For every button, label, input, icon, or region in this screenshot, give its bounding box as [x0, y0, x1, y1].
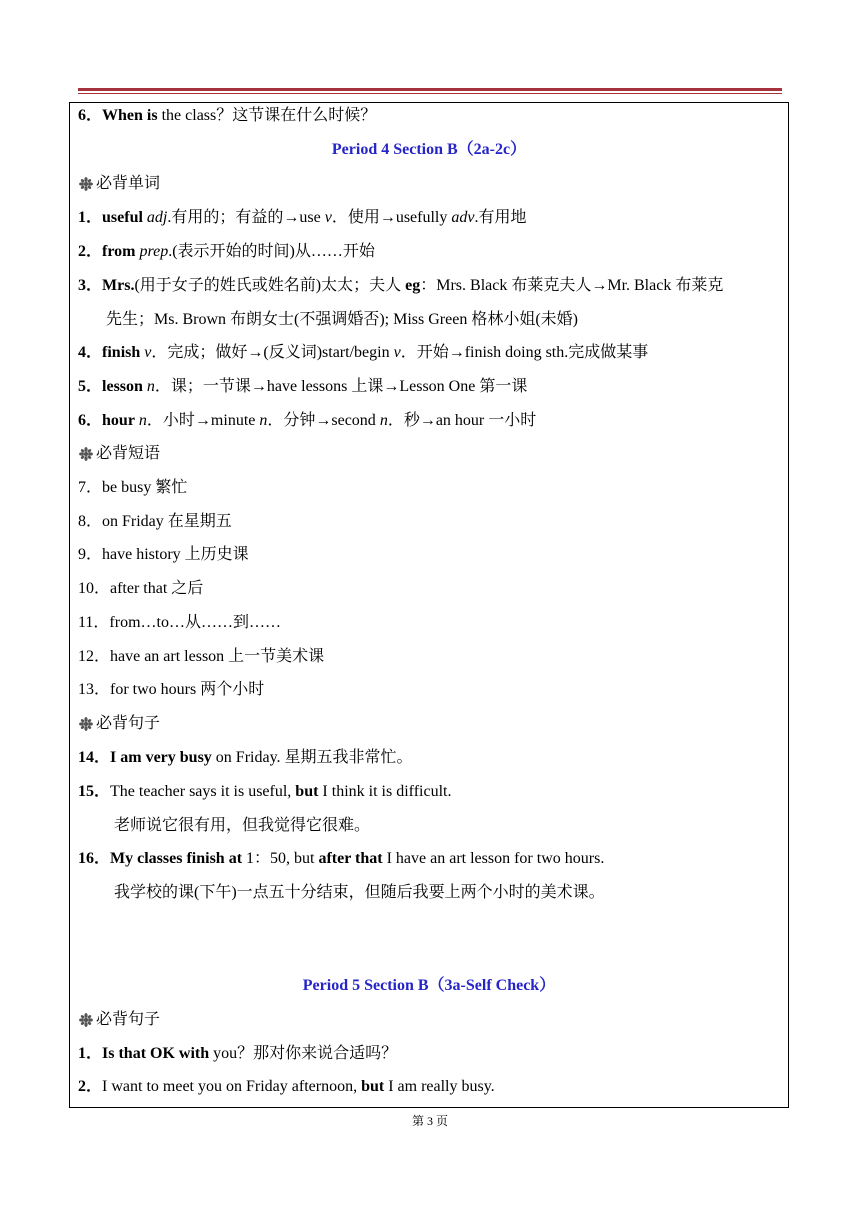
category-words: 必背单词 — [78, 174, 160, 194]
sentence-item: 2．I want to meet you on Friday afternoon, but I am really busy. — [78, 1078, 495, 1095]
sentence-item: 15．The teacher says it is useful, but I think it is difficult. — [78, 783, 452, 800]
sentence-translation: 我学校的课(下午)一点五十分结束，但随后我要上两个小时的美术课。 — [114, 884, 605, 901]
flower-icon — [78, 447, 94, 461]
phrase-item: 11．from…to…从……到…… — [78, 614, 281, 631]
word-item: 4．finish v．完成；做好→(反义词)start/begin v．开始→finish doing sth.完成做某事 — [78, 344, 649, 361]
word-item: 2．from prep.(表示开始的时间)从……开始 — [78, 243, 375, 260]
sentence-translation: 老师说它很有用，但我觉得它很难。 — [114, 817, 371, 834]
phrase-item: 9．have history 上历史课 — [78, 546, 249, 563]
word-item-continuation: 先生；Ms. Brown 布朗女士(不强调婚否); Miss Green 格林小姐(未婚) — [106, 311, 578, 328]
phrase-item: 12．have an art lesson 上一节美术课 — [78, 648, 325, 665]
phrase-item: 13．for two hours 两个小时 — [78, 681, 265, 698]
flower-icon — [78, 717, 94, 731]
flower-icon — [78, 177, 94, 191]
word-item: 6．hour n．小时→minute n．分钟→second n．秒→an hour 一小时 — [78, 412, 537, 429]
phrase-item: 7．be busy 繁忙 — [78, 479, 188, 496]
header-rule-thick — [78, 88, 782, 91]
phrase-item: 8．on Friday 在星期五 — [78, 513, 232, 530]
category-phrases: 必背短语 — [78, 444, 160, 464]
category-sentences: 必背句子 — [78, 714, 160, 734]
word-item: 3．Mrs.(用于女子的姓氏或姓名前)太太；夫人 eg：Mrs. Black 布莱克夫人→Mr. Black 布莱克 — [78, 277, 724, 294]
word-item: 1．useful adj.有用的；有益的→use v．使用→usefully adv.有用地 — [78, 209, 527, 226]
sentence-item: 1．Is that OK with you？那对你来说合适吗？ — [78, 1045, 398, 1062]
category-sentences: 必背句子 — [78, 1010, 160, 1030]
section-heading: Period 5 Section B（3a-Self Check） — [302, 977, 556, 994]
header-rule-thin — [78, 93, 782, 94]
page-number: 第 3 页 — [411, 1114, 448, 1128]
sentence-item: 16．My classes finish at 1：50, but after that I have an art lesson for two hours. — [78, 850, 605, 867]
sentence-item: 14．I am very busy on Friday. 星期五我非常忙。 — [78, 749, 413, 766]
word-item: 5．lesson n．课；一节课→have lessons 上课→Lesson One 第一课 — [78, 378, 528, 395]
phrase-item: 10．after that 之后 — [78, 580, 204, 597]
item-line: 6．When is the class？这节课在什么时候？ — [78, 107, 377, 124]
flower-icon — [78, 1013, 94, 1027]
section-heading: Period 4 Section B（2a-2c） — [331, 141, 527, 158]
